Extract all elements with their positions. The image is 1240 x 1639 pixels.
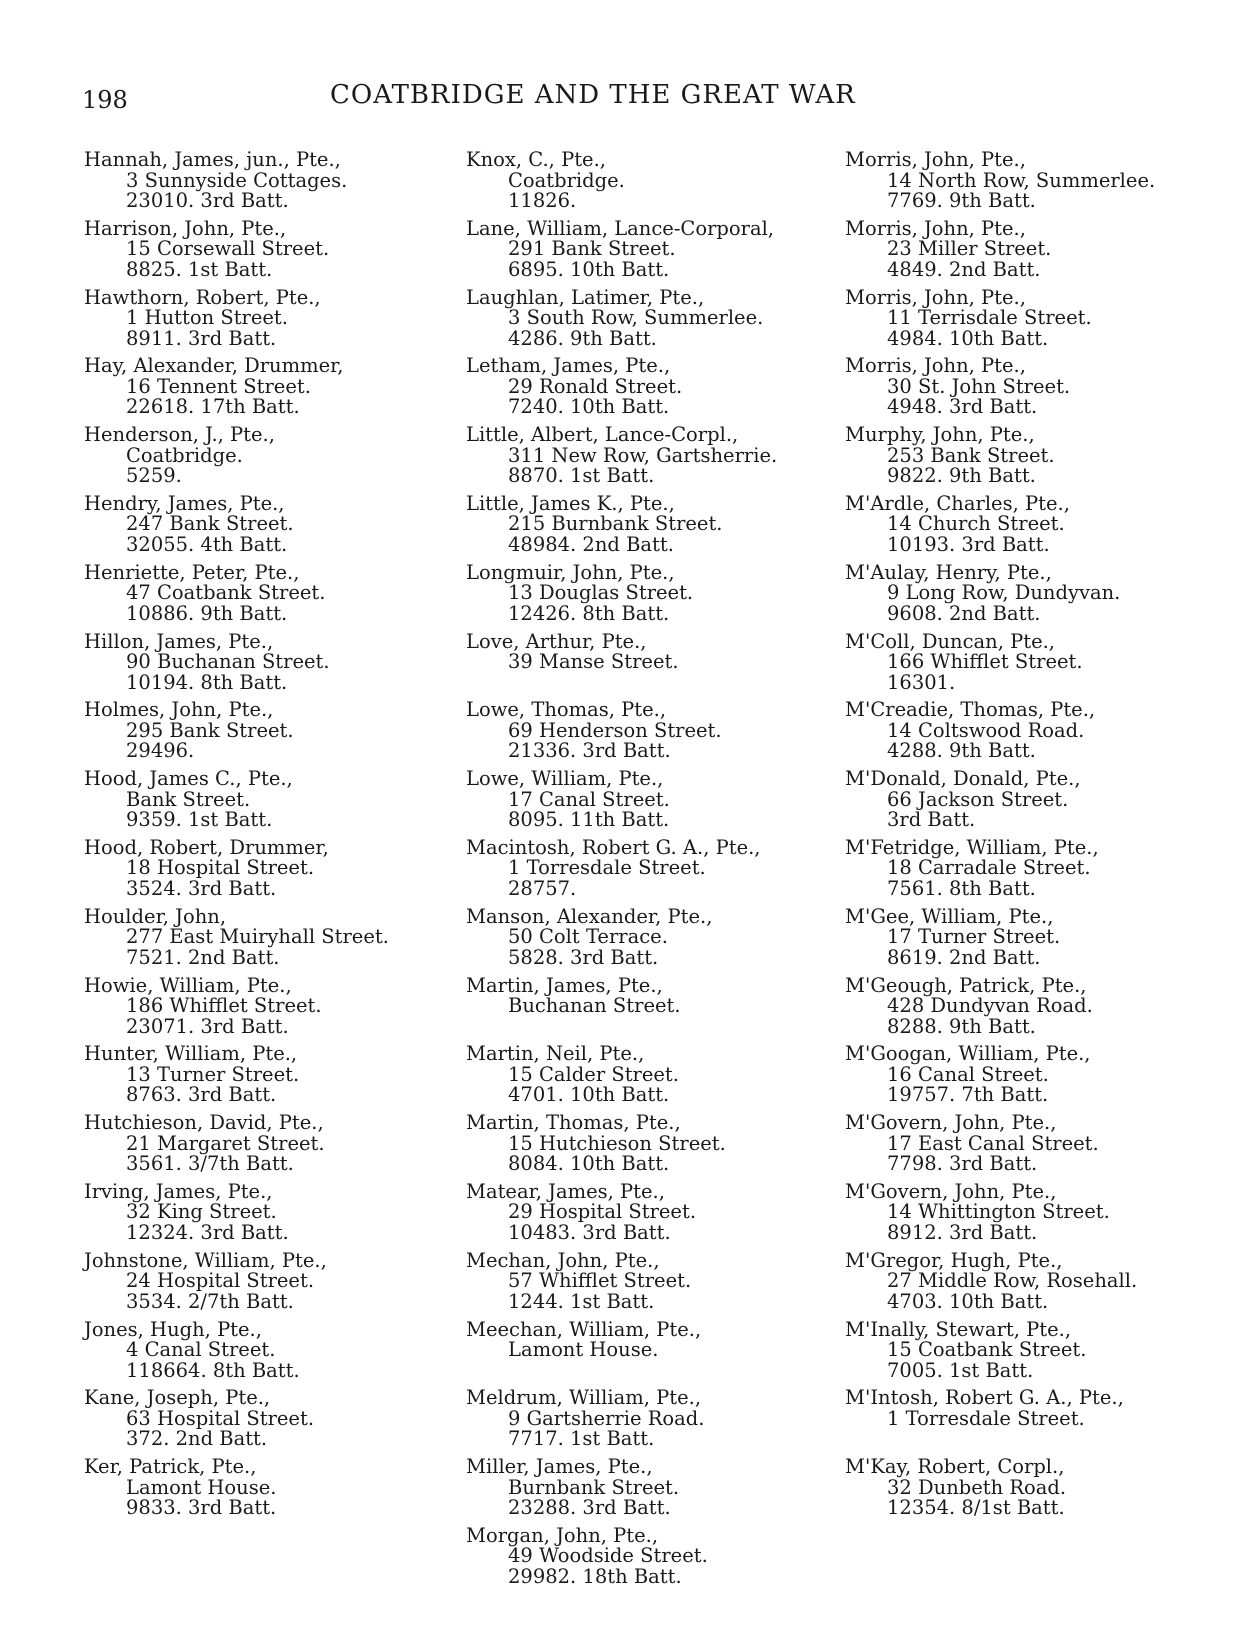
roll-entry [845, 1317, 1205, 1389]
entry-address: 13 Douglas Street. [508, 581, 694, 605]
entry-address: 30 St. John Street. [887, 374, 1071, 398]
roll-entry [84, 356, 444, 425]
entry-service: 4703. 10th Batt. [887, 1289, 1049, 1313]
entry-address: 29 Hospital Street. [508, 1200, 697, 1224]
entry-service: 7005. 1st Batt. [887, 1358, 1034, 1382]
roll-entry [466, 973, 826, 1045]
entry-service: 12324. 3rd Batt. [126, 1220, 289, 1244]
entry-address: 18 Carradale Street. [887, 856, 1091, 880]
entry-name: Little, James K., Pte., [466, 491, 675, 515]
entry-address: Bank Street. [126, 787, 251, 811]
entry-address: 21 Margaret Street. [126, 1131, 325, 1155]
entry-service: 7521. 2nd Batt. [126, 945, 280, 969]
entry-name: Miller, James, Pte., [466, 1455, 653, 1479]
entry-name: Jones, Hugh, Pte., [84, 1317, 262, 1341]
entry-address: 47 Coatbank Street. [126, 581, 326, 605]
entry-service: 7717. 1st Batt. [508, 1427, 655, 1451]
entry-service: 7798. 3rd Batt. [887, 1152, 1038, 1176]
entry-address: 14 Church Street. [887, 512, 1065, 536]
entry-address: 16 Tennent Street. [126, 374, 311, 398]
roll-entry [84, 1388, 444, 1457]
entry-address: 32 King Street. [126, 1200, 277, 1224]
entry-service: 118664. 8th Batt. [126, 1358, 300, 1382]
entry-name: Longmuir, John, Pte., [466, 560, 675, 584]
entry-name: M'Inally, Stewart, Pte., [845, 1317, 1072, 1341]
roll-entry [466, 1523, 826, 1595]
entry-service: 19757. 7th Batt. [887, 1083, 1049, 1107]
entry-service: 9608. 2nd Batt. [887, 601, 1041, 625]
entry-service: 32055. 4th Batt. [126, 532, 288, 556]
entry-service: 372. 2nd Batt. [126, 1427, 268, 1451]
roll-entry [84, 700, 444, 769]
entry-address: 50 Colt Terrace. [508, 925, 668, 949]
entry-name: Hillon, James, Pte., [84, 629, 274, 653]
roll-entry [466, 356, 826, 425]
entry-name: Lowe, Thomas, Pte., [466, 698, 667, 722]
entry-address: 295 Bank Street. [126, 718, 294, 742]
entry-name: Hendry, James, Pte., [84, 491, 285, 515]
roll-entry [845, 560, 1205, 632]
roll-entry [466, 150, 826, 219]
entry-address: Lamont House. [508, 1338, 659, 1362]
entry-address: 1 Hutton Street. [126, 306, 288, 330]
roll-entry [845, 1044, 1205, 1113]
entry-name: Hood, Robert, Drummer, [84, 835, 329, 859]
entry-address: 63 Hospital Street. [126, 1406, 315, 1430]
entry-name: M'Kay, Robert, Corpl., [845, 1455, 1065, 1479]
entry-service: 7240. 10th Batt. [508, 395, 670, 419]
entry-address: 15 Coatbank Street. [887, 1338, 1087, 1362]
entry-name: Martin, Thomas, Pte., [466, 1111, 681, 1135]
entry-service: 21336. 3rd Batt. [508, 739, 671, 763]
entry-service: 8911. 3rd Batt. [126, 326, 277, 350]
entry-service: 8870. 1st Batt. [508, 464, 655, 488]
entry-address: 23 Miller Street. [887, 237, 1052, 261]
entry-name: Hunter, William, Pte., [84, 1042, 298, 1066]
entry-address: 14 Coltswood Road. [887, 718, 1085, 742]
entry-address: Buchanan Street. [508, 994, 681, 1018]
entry-address: Lamont House. [126, 1475, 277, 1499]
entry-service: 10193. 3rd Batt. [887, 532, 1050, 556]
roll-entry [466, 629, 826, 701]
roll-entry [845, 491, 1205, 563]
entry-service: 7769. 9th Batt. [887, 189, 1036, 212]
roll-entry [84, 769, 444, 838]
entry-address: 16 Canal Street. [887, 1062, 1049, 1086]
entry-service: 10194. 8th Batt. [126, 670, 288, 694]
roll-entry [845, 769, 1205, 838]
entry-service: 7561. 8th Batt. [887, 876, 1036, 900]
roll-entry [466, 560, 826, 632]
roll-entry [845, 973, 1205, 1045]
entry-name: Martin, Neil, Pte., [466, 1042, 645, 1066]
entry-service: 3561. 3/7th Batt. [126, 1152, 294, 1176]
entry-name: M'Gee, William, Pte., [845, 904, 1054, 928]
entry-address: 57 Whifflet Street. [508, 1269, 692, 1293]
roll-entry [845, 629, 1205, 701]
entry-name: M'Govern, John, Pte., [845, 1111, 1057, 1135]
roll-entry [845, 835, 1205, 907]
entry-service: 8619. 2nd Batt. [887, 945, 1041, 969]
entry-name: M'Gregor, Hugh, Pte., [845, 1248, 1063, 1272]
entry-name: Laughlan, Latimer, Pte., [466, 285, 705, 309]
roll-entry [845, 216, 1205, 288]
entry-service: 5828. 3rd Batt. [508, 945, 659, 969]
entry-name: Ker, Patrick, Pte., [84, 1455, 257, 1479]
page-number: 198 [82, 86, 128, 114]
entry-address: 13 Turner Street. [126, 1062, 300, 1086]
entry-address: 291 Bank Street. [508, 237, 676, 261]
roll-entry [466, 1388, 826, 1457]
roll-entry [84, 1179, 444, 1251]
entry-name: M'Creadie, Thomas, Pte., [845, 698, 1096, 722]
roll-entry [466, 1179, 826, 1251]
entry-service: 3524. 3rd Batt. [126, 876, 277, 900]
entry-service: 28757. [508, 876, 577, 900]
entry-service: 8084. 10th Batt. [508, 1152, 670, 1176]
roll-entry [845, 425, 1205, 494]
entry-service: 4849. 2nd Batt. [887, 257, 1041, 281]
roll-entry [466, 1113, 826, 1182]
roll-entry [845, 1113, 1205, 1182]
roll-entry [84, 1457, 444, 1526]
entry-address: 166 Whifflet Street. [887, 650, 1083, 674]
entry-address: 14 Whittington Street. [887, 1200, 1110, 1224]
entry-address: 90 Buchanan Street. [126, 650, 330, 674]
entry-address: 32 Dunbeth Road. [887, 1475, 1067, 1499]
entry-service: 8095. 11th Batt. [508, 808, 670, 832]
entry-name: Henriette, Peter, Pte., [84, 560, 300, 584]
roll-entry [84, 216, 444, 288]
entry-service: 48984. 2nd Batt. [508, 532, 674, 556]
roll-entry [845, 1179, 1205, 1251]
roll-entry [84, 560, 444, 632]
roll-entry [84, 904, 444, 976]
roll-entry [84, 629, 444, 701]
roll-entry [466, 1044, 826, 1113]
entry-address: 3 South Row, Summerlee. [508, 306, 764, 330]
entry-name: Johnstone, William, Pte., [84, 1248, 327, 1272]
entry-name: Hood, James C., Pte., [84, 767, 293, 791]
entry-address: Coatbridge. [508, 168, 625, 192]
entry-address: 15 Hutchieson Street. [508, 1131, 726, 1155]
roll-entry [84, 1248, 444, 1320]
entry-name: Martin, James, Pte., [466, 973, 663, 997]
entry-service: 8763. 3rd Batt. [126, 1083, 277, 1107]
roll-entry [466, 285, 826, 357]
entry-name: Morris, John, Pte., [845, 216, 1026, 240]
entry-name: Hawthorn, Robert, Pte., [84, 285, 321, 309]
entry-address: 247 Bank Street. [126, 512, 294, 536]
entry-name: Lowe, William, Pte., [466, 767, 664, 791]
roll-entry [466, 1457, 826, 1526]
roll-entry [845, 1388, 1205, 1457]
entry-name: M'Geough, Patrick, Pte., [845, 973, 1087, 997]
entry-address: 66 Jackson Street. [887, 787, 1069, 811]
entry-name: Hay, Alexander, Drummer, [84, 354, 344, 378]
entry-name: Letham, James, Pte., [466, 354, 671, 378]
entry-address: 14 North Row, Summerlee. [887, 168, 1156, 192]
entry-name: Irving, James, Pte., [84, 1179, 273, 1203]
column-1 [84, 150, 444, 1526]
roll-entry [84, 425, 444, 494]
entry-service: 12354. 8/1st Batt. [887, 1496, 1065, 1520]
entry-address: 17 East Canal Street. [887, 1131, 1099, 1155]
roll-entry [84, 285, 444, 357]
entry-address: 1 Torresdale Street. [887, 1406, 1085, 1430]
entry-name: Hannah, James, jun., Pte., [84, 148, 341, 171]
entry-service: 4288. 9th Batt. [887, 739, 1036, 763]
roll-entry [84, 1044, 444, 1113]
entry-address: 17 Canal Street. [508, 787, 670, 811]
entry-service: 29982. 18th Batt. [508, 1564, 682, 1588]
entry-name: Meldrum, William, Pte., [466, 1386, 702, 1410]
entry-name: Hutchieson, David, Pte., [84, 1111, 324, 1135]
entry-name: Manson, Alexander, Pte., [466, 904, 713, 928]
entry-name: M'Govern, John, Pte., [845, 1179, 1057, 1203]
entry-service: 8288. 9th Batt. [887, 1014, 1036, 1038]
entry-name: Knox, C., Pte., [466, 148, 606, 171]
entry-service: 1244. 1st Batt. [508, 1289, 655, 1313]
entry-service: 23010. 3rd Batt. [126, 189, 289, 212]
entry-service: 3534. 2/7th Batt. [126, 1289, 294, 1313]
roll-entry [466, 216, 826, 288]
entry-service: 9833. 3rd Batt. [126, 1496, 277, 1520]
entry-service: 10483. 3rd Batt. [508, 1220, 671, 1244]
entry-name: Lane, William, Lance-Corporal, [466, 216, 775, 240]
entry-address: 11 Terrisdale Street. [887, 306, 1092, 330]
roll-entry [845, 150, 1205, 219]
entry-name: Morgan, John, Pte., [466, 1523, 659, 1547]
entry-address: 9 Gartsherrie Road. [508, 1406, 705, 1430]
entry-address: Burnbank Street. [508, 1475, 680, 1499]
entry-service: 22618. 17th Batt. [126, 395, 300, 419]
entry-service: 6895. 10th Batt. [508, 257, 670, 281]
entry-name: Little, Albert, Lance-Corpl., [466, 423, 739, 447]
entry-address: Coatbridge. [126, 443, 243, 467]
entry-name: M'Intosh, Robert G. A., Pte., [845, 1386, 1124, 1410]
entry-service: 10886. 9th Batt. [126, 601, 288, 625]
roll-entry [466, 1317, 826, 1389]
entry-address: 24 Hospital Street. [126, 1269, 315, 1293]
roll-entry [466, 904, 826, 976]
entry-address: 215 Burnbank Street. [508, 512, 723, 536]
column-2 [466, 150, 826, 1595]
entry-name: Morris, John, Pte., [845, 285, 1026, 309]
entry-address: 27 Middle Row, Rosehall. [887, 1269, 1138, 1293]
roll-entry [466, 491, 826, 563]
entry-service: 5259. [126, 464, 182, 488]
entry-name: Matear, James, Pte., [466, 1179, 665, 1203]
roll-entry [845, 285, 1205, 357]
entry-name: Mechan, John, Pte., [466, 1248, 660, 1272]
entry-name: M'Fetridge, William, Pte., [845, 835, 1099, 859]
entry-address: 4 Canal Street. [126, 1338, 276, 1362]
entry-address: 311 New Row, Gartsherrie. [508, 443, 778, 467]
roll-entry [845, 700, 1205, 769]
roll-entry [845, 356, 1205, 425]
entry-name: M'Aulay, Henry, Pte., [845, 560, 1052, 584]
roll-entry [845, 1248, 1205, 1320]
entry-address: 15 Calder Street. [508, 1062, 679, 1086]
entry-service: 23288. 3rd Batt. [508, 1496, 671, 1520]
entry-service: 12426. 8th Batt. [508, 601, 670, 625]
entry-address: 69 Henderson Street. [508, 718, 722, 742]
entry-service: 4701. 10th Batt. [508, 1083, 670, 1107]
entry-address: 49 Woodside Street. [508, 1544, 708, 1568]
entry-address: 428 Dundyvan Road. [887, 994, 1093, 1018]
entry-address: 15 Corsewall Street. [126, 237, 330, 261]
entry-service: 9822. 9th Batt. [887, 464, 1036, 488]
entry-service: 3rd Batt. [887, 808, 976, 832]
running-title: COATBRIDGE AND THE GREAT WAR [330, 80, 856, 110]
entry-name: Holmes, John, Pte., [84, 698, 274, 722]
entry-name: M'Donald, Donald, Pte., [845, 767, 1081, 791]
entry-address: 29 Ronald Street. [508, 374, 683, 398]
entry-name: Kane, Joseph, Pte., [84, 1386, 271, 1410]
entry-service: 29496. [126, 739, 195, 763]
entry-address: 3 Sunnyside Cottages. [126, 168, 348, 192]
entry-name: M'Ardle, Charles, Pte., [845, 491, 1070, 515]
roll-entry [84, 1317, 444, 1389]
roll-entry [845, 1457, 1205, 1526]
entry-name: Macintosh, Robert G. A., Pte., [466, 835, 761, 859]
roll-entry [84, 150, 444, 219]
entry-address: 1 Torresdale Street. [508, 856, 706, 880]
entry-service: 8825. 1st Batt. [126, 257, 273, 281]
entry-name: Love, Arthur, Pte., [466, 629, 647, 653]
entry-address: 253 Bank Street. [887, 443, 1055, 467]
entry-name: Harrison, John, Pte., [84, 216, 287, 240]
column-3 [845, 150, 1205, 1526]
entry-name: Houlder, John, [84, 904, 227, 928]
entry-name: M'Googan, William, Pte., [845, 1042, 1091, 1066]
entry-address: 186 Whifflet Street. [126, 994, 322, 1018]
entry-address: 17 Turner Street. [887, 925, 1061, 949]
entry-service: 23071. 3rd Batt. [126, 1014, 289, 1038]
roll-entry [466, 835, 826, 907]
roll-entry [845, 904, 1205, 976]
roll-entry [84, 491, 444, 563]
entry-service: 9359. 1st Batt. [126, 808, 273, 832]
roll-entry [84, 1113, 444, 1182]
entry-name: Morris, John, Pte., [845, 148, 1026, 171]
entry-service: 16301. [887, 670, 956, 694]
entry-name: M'Coll, Duncan, Pte., [845, 629, 1056, 653]
entry-service: 11826. [508, 189, 577, 212]
entry-service: 8912. 3rd Batt. [887, 1220, 1038, 1244]
entry-name: Howie, William, Pte., [84, 973, 292, 997]
roll-entry [466, 1248, 826, 1320]
roll-entry [466, 769, 826, 838]
entry-address: 18 Hospital Street. [126, 856, 315, 880]
roll-entry [466, 425, 826, 494]
entry-address: 277 East Muiryhall Street. [126, 925, 389, 949]
roll-entry [84, 835, 444, 907]
entry-address: 9 Long Row, Dundyvan. [887, 581, 1121, 605]
entry-name: Morris, John, Pte., [845, 354, 1026, 378]
entry-service: 4984. 10th Batt. [887, 326, 1049, 350]
roll-entry [84, 973, 444, 1045]
entry-address: 39 Manse Street. [508, 650, 679, 674]
entry-name: Murphy, John, Pte., [845, 423, 1035, 447]
entry-service: 4286. 9th Batt. [508, 326, 657, 350]
roll-entry [466, 700, 826, 769]
entry-name: Meechan, William, Pte., [466, 1317, 702, 1341]
entry-service: 4948. 3rd Batt. [887, 395, 1038, 419]
entry-name: Henderson, J., Pte., [84, 423, 275, 447]
